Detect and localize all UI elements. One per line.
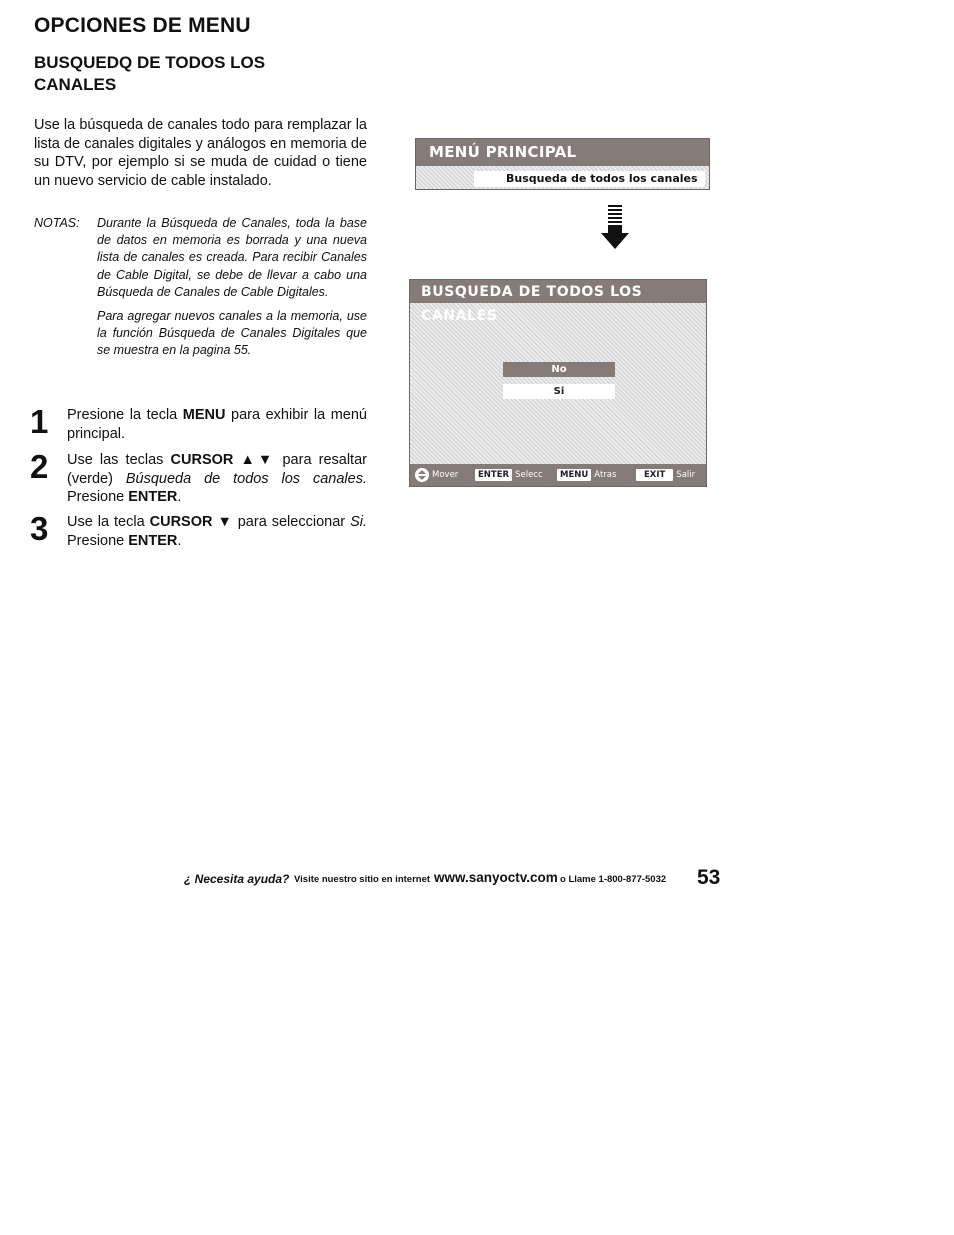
notes-body — [97, 215, 367, 360]
help-text: Visite nuestro sitio en internet — [294, 874, 431, 885]
step-1 — [30, 403, 367, 443]
section-title-line-1: BUSQUEDQ DE TODOS LOS — [34, 53, 266, 72]
key-enter: ENTER — [128, 489, 178, 505]
footer-enter-label: Selecc — [515, 470, 543, 480]
key-menu: MENU — [182, 407, 226, 423]
step-text-part: Use la tecla — [67, 514, 150, 530]
step-2 — [30, 448, 367, 507]
step-number: 2 — [30, 448, 49, 485]
up-down-arrow-icon — [415, 468, 429, 482]
footer-menu — [557, 468, 616, 482]
key-cursor: CURSOR ▼ — [149, 514, 233, 530]
step-number: 3 — [30, 510, 49, 547]
main-menu-title: MENÚ PRINCIPAL — [416, 139, 709, 166]
section-title-line-2: CANALES — [34, 75, 117, 94]
website-link[interactable]: www.sanyoctv.com — [434, 870, 558, 885]
exit-key[interactable]: EXIT — [636, 469, 673, 481]
page-number: 53 — [697, 866, 721, 889]
step-text — [67, 451, 367, 507]
footer-mover — [415, 468, 458, 482]
step-text-part: Presione — [67, 532, 129, 549]
search-channels-screen — [409, 279, 707, 487]
step-text-part: . — [177, 532, 182, 549]
footer-menu-label: Atras — [594, 470, 617, 480]
step-text-part: Presione la tecla — [67, 407, 183, 423]
help-question: ¿ Necesita ayuda? — [184, 872, 290, 886]
step-text-part: . — [177, 489, 182, 505]
page-footer — [184, 868, 724, 892]
footer-enter — [475, 468, 543, 482]
step-number: 1 — [30, 403, 49, 440]
footer-mover-label: Mover — [432, 470, 459, 480]
key-cursor: CURSOR ▲▼ — [170, 452, 276, 468]
note-paragraph-2: Para agregar nuevos canales a la memoria, use la función Búsqueda de Canales Digitales que se muestra en la pagina 55. — [97, 309, 367, 358]
option-no[interactable]: No — [503, 362, 615, 377]
step-text — [67, 513, 367, 550]
option-si[interactable]: Si — [503, 384, 615, 399]
step-text-part: para exhibir la menú principal. — [67, 407, 367, 442]
step-text-part: Use las teclas — [67, 452, 171, 468]
main-menu-screen — [415, 138, 710, 190]
section-title — [34, 52, 334, 96]
footer-exit-label: Salir — [676, 470, 696, 480]
step-text-part: Presione — [67, 489, 129, 505]
option-ref: Si. — [350, 514, 367, 530]
screen-footer-bar — [410, 464, 706, 486]
step-3 — [30, 510, 367, 550]
intro-paragraph: Use la búsqueda de canales todo para remplazar la lista de canales digitales y análogos en memoria de su DTV, por ejemplo si se muda de cuidad o tiene un nuevo servicio de cable instalado. — [34, 117, 367, 189]
menu-item-search-all[interactable]: Busqueda de todos los canales — [474, 171, 705, 187]
note-paragraph-1: Durante la Búsqueda de Canales, toda la base de datos en memoria es borrada y una nueva lista de canales es creada. Para recibir Canales de Cable Digital, se debe de llevar a cabo una Búsqueda de Canales de Cable Digitales. — [97, 216, 367, 299]
menu-key[interactable]: MENU — [557, 469, 591, 481]
down-arrow-icon — [600, 204, 630, 250]
search-screen-title: BUSQUEDA DE TODOS LOS CANALES — [410, 280, 706, 303]
notes-label: NOTAS: — [34, 216, 80, 230]
key-enter: ENTER — [128, 532, 178, 549]
menu-item-ref: Búsqueda de todos los canales. — [125, 470, 367, 487]
help-phone: o Llame 1-800-877-5032 — [560, 874, 667, 885]
step-text-part: para resaltar (verde) — [67, 452, 367, 487]
page-title: OPCIONES DE MENU — [34, 14, 251, 37]
step-text — [67, 406, 367, 443]
footer-exit — [636, 468, 695, 482]
notes-block — [34, 215, 367, 367]
enter-key[interactable]: ENTER — [475, 469, 512, 481]
step-text-part: para seleccionar — [232, 514, 351, 530]
